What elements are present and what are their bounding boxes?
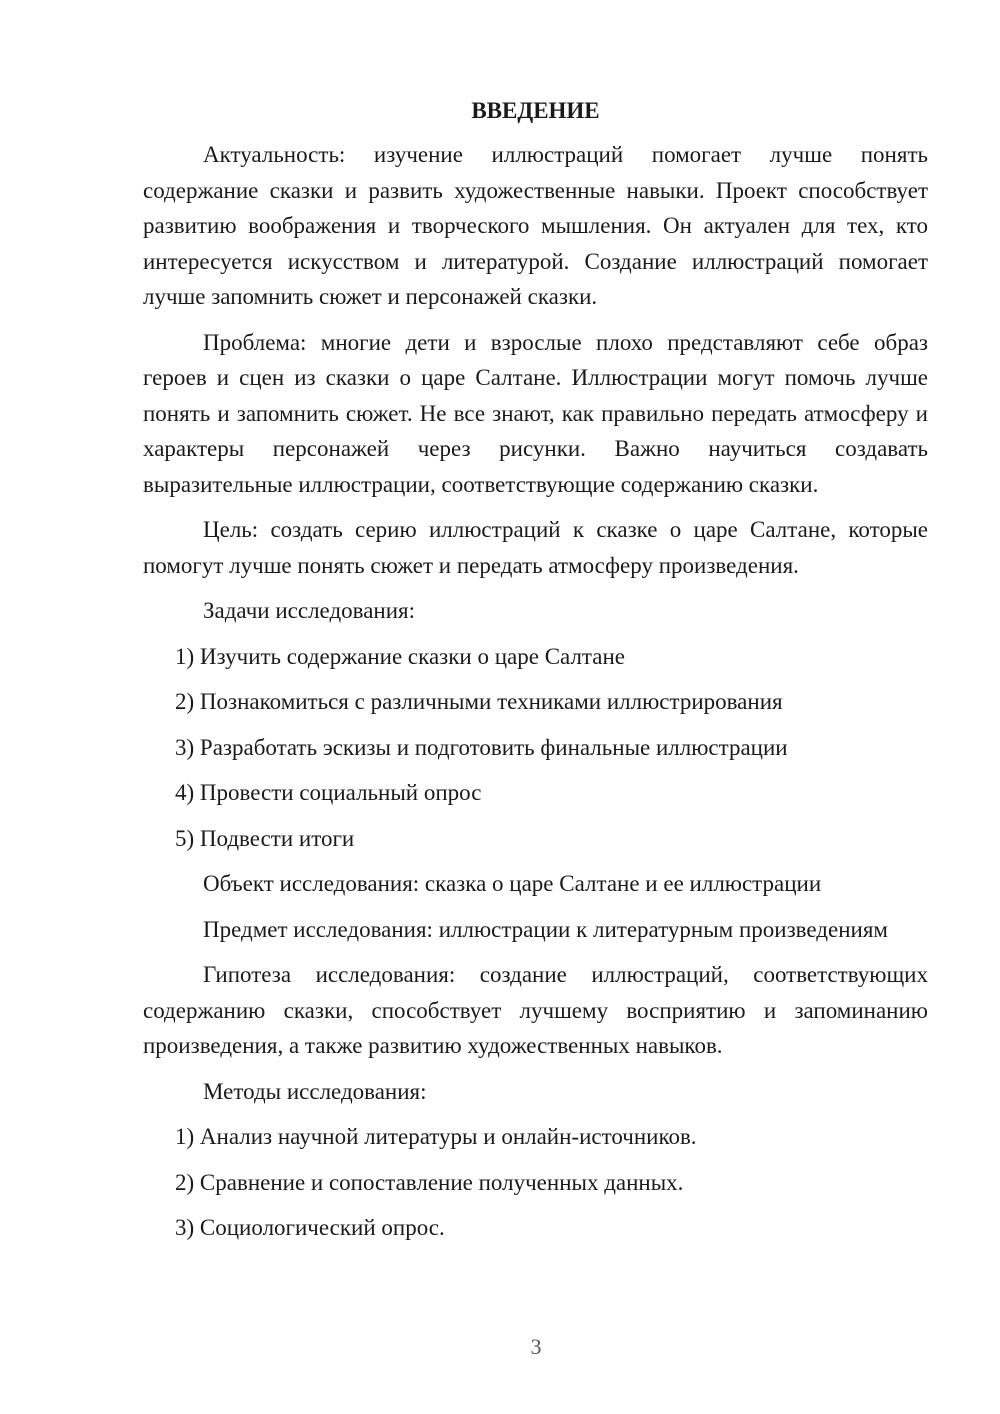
subject-paragraph: Предмет исследования: иллюстрации к литературным произведениям	[203, 916, 888, 942]
method-item: 3) Социологический опрос.	[175, 1215, 445, 1240]
method-item: 2) Сравнение и сопоставление полученных данных.	[175, 1169, 684, 1195]
object-paragraph: Объект исследования: сказка о царе Салтане и ее иллюстрации	[203, 871, 822, 896]
task-item: 4) Провести социальный опрос	[175, 780, 482, 805]
task-item: 5) Подвести итоги	[175, 825, 355, 851]
goal-paragraph: Цель: создать серию иллюстраций к сказке о царе Салтане, которые помогут лучше понять сюжет и передать атмосферу произведения.	[143, 517, 928, 578]
task-item: 3) Разработать эскизы и подготовить финальные иллюстрации	[175, 734, 788, 760]
hypothesis-paragraph: Гипотеза исследования: создание иллюстраций, соответствующих содержанию сказки, способствует лучшему восприятию и запоминанию произведения, а также развитию художественных навыков.	[143, 962, 928, 1058]
methods-title: Методы исследования:	[203, 1078, 427, 1104]
problem-paragraph: Проблема: многие дети и взрослые плохо представляют себе образ героев и сцен из сказки о царе Салтане. Иллюстрации могут помочь лучше понять и запомнить сюжет. Не все знают, как правильно передать атмосферу и характеры персонажей через рисунки. Важно научиться создавать выразительные иллюстрации, соответствующие содержанию сказки.	[143, 329, 928, 497]
page-content	[143, 96, 928, 1256]
tasks-title: Задачи исследования:	[203, 598, 416, 623]
relevance-paragraph: Актуальность: изучение иллюстраций помогает лучше понять содержание сказки и развить художественные навыки. Проект способствует развитию воображения и творческого мышления. Он актуален для тех, кто интересуется искусством и литературой. Создание иллюстраций помогает лучше запомнить сюжет и персонажей сказки.	[143, 142, 928, 309]
page-number: 3	[530, 1334, 542, 1359]
task-item: 2) Познакомиться с различными техниками иллюстрирования	[175, 689, 783, 714]
method-item: 1) Анализ научной литературы и онлайн-источников.	[175, 1124, 697, 1149]
section-heading: ВВЕДЕНИЕ	[471, 98, 600, 123]
task-item: 1) Изучить содержание сказки о царе Салтане	[175, 643, 625, 669]
